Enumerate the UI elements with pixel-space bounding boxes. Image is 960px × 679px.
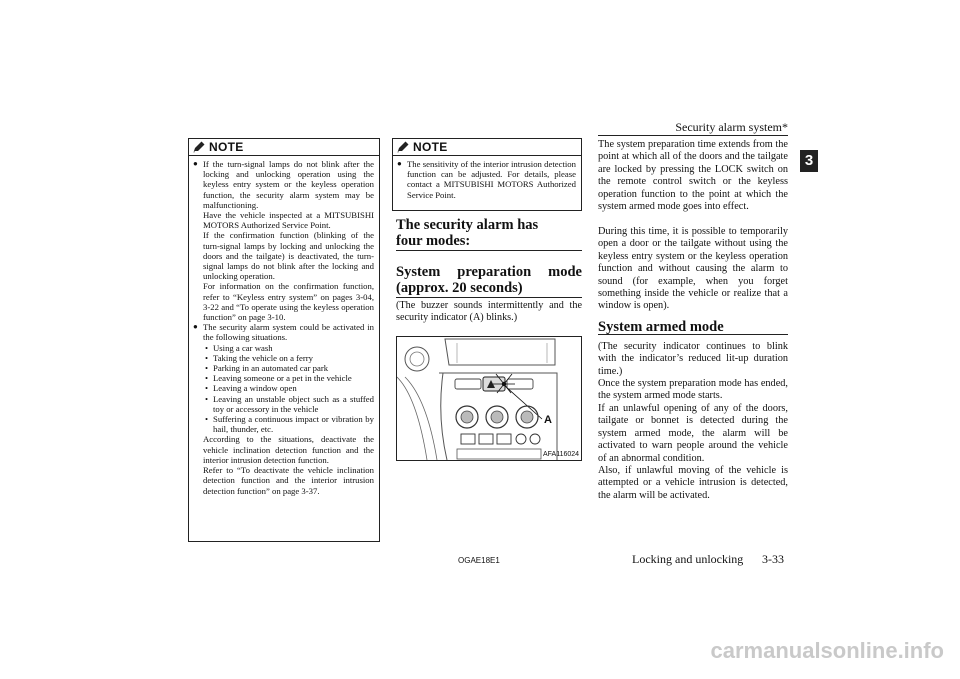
bullet-icon: ● — [193, 159, 198, 168]
note-body — [189, 156, 379, 500]
note-body — [393, 156, 581, 204]
note-box-2 — [392, 138, 582, 211]
note-paragraph: The security alarm system could be activated in the following situations. — [203, 322, 374, 343]
figure-code: AFA116024 — [543, 451, 580, 458]
sub-item: • Using a car wash — [205, 342, 273, 353]
bullet-item — [193, 159, 374, 322]
note-header — [393, 139, 581, 156]
mode-heading: System preparation mode (approx. 20 seconds) — [396, 264, 582, 296]
note-paragraph: The sensitivity of the interior intrusion detection function can be adjusted. For details, please contact a MITSUBISHI MOTORS Authorized Service Point. — [407, 159, 576, 200]
col3-paragraph: The system preparation time extends from the point at which all of the doors and the tailgate are locked by pressing the LOCK switch on the remote control switch or the keyless operation function to the point at which the system armed mode goes into effect. — [598, 139, 788, 213]
callout-label-a: A — [544, 414, 552, 426]
bullet-item — [193, 322, 374, 495]
note-paragraph: Refer to “To deactivate the vehicle inclination detection function and the interior intrusion detection function” on page 3-37. — [203, 465, 374, 496]
sub-item: • Parking in an automated car park — [205, 363, 329, 374]
heading-rule — [396, 250, 582, 251]
sub-item: • Leaving a window open — [205, 383, 297, 394]
sub-item: • Taking the vehicle on a ferry — [205, 352, 313, 363]
note-heading: NOTE — [413, 140, 448, 154]
sub-item: • Suffering a continuous impact or vibration by hail, thunder, etc. — [205, 414, 374, 435]
running-header: Security alarm system* — [675, 120, 788, 134]
mode-body: (The buzzer sounds intermittently and the security indicator (A) blinks.) — [396, 300, 582, 324]
col3-paragraph: Also, if unlawful moving of the vehicle is attempted or a vehicle intrusion is detected, the alarm will be activated. — [598, 465, 788, 501]
header-rule — [598, 135, 788, 136]
bullet-item — [397, 159, 576, 200]
chapter-tab: 3 — [800, 150, 818, 172]
dashboard-illustration — [397, 337, 581, 460]
note-paragraph: According to the situations, deactivate the vehicle inclination detection function and the interior intrusion detection function. — [203, 434, 374, 465]
note-heading: NOTE — [209, 140, 244, 154]
note-paragraph: If the turn-signal lamps do not blink after the locking and unlocking operation using the keyless entry system or the keyless operation function, the security alarm system may be malfunctioning. — [203, 159, 374, 210]
col3-paragraph: (The security indicator continues to blink with the indicator’s reduced lit-up duration time.) — [598, 341, 788, 377]
heading-rule — [598, 334, 788, 335]
col3-paragraph: During this time, it is possible to temporarily open a door or the tailgate without using the keyless entry system or the keyless operation function and without causing the alarm to sound (for example, when you forget something inside the vehicle or realize that a window is open). — [598, 226, 788, 312]
sub-item: • Leaving someone or a pet in the vehicle — [205, 373, 352, 384]
footer-code: OGAE18E1 — [458, 556, 500, 565]
pencil-icon — [192, 140, 206, 154]
footer-page-number: 3-33 — [762, 552, 784, 566]
footer-chapter: Locking and unlocking — [632, 552, 744, 566]
note-paragraph: Have the vehicle inspected at a MITSUBISHI MOTORS Authorized Service Point. — [203, 210, 374, 231]
col3-paragraph: Once the system preparation mode has ended, the system armed mode starts. — [598, 378, 788, 402]
note-header — [189, 139, 379, 156]
sub-item: • Leaving an unstable object such as a stuffed toy or accessory in the vehicle — [205, 393, 374, 414]
note-paragraph: If the confirmation function (blinking of the turn-signal lamps by locking and unlocking the doors and the tailgate) is deactivated, the turn-signal lamps do not blink after the locking and unlocking operation. — [203, 230, 374, 282]
bullet-icon: ● — [397, 159, 402, 168]
dashboard-figure — [396, 336, 582, 461]
armed-mode-heading: System armed mode — [598, 319, 724, 335]
heading-rule — [396, 297, 582, 298]
watermark: carmanualsonline.info — [710, 638, 944, 663]
section-heading: The security alarm has four modes: — [396, 217, 539, 249]
note-paragraph: For information on the confirmation function, refer to “Keyless entry system” on pages 3-04, 3-22 and “To operate using the keyless operation function” on page 3-10. — [203, 281, 374, 323]
pencil-icon — [396, 140, 410, 154]
col3-paragraph: If an unlawful opening of any of the doors, tailgate or bonnet is detected during the system armed mode, the alarm will be activated to warn people around the vehicle of an abnormal condition. — [598, 403, 788, 464]
note-box-1 — [188, 138, 380, 542]
bullet-icon: ● — [193, 322, 198, 332]
